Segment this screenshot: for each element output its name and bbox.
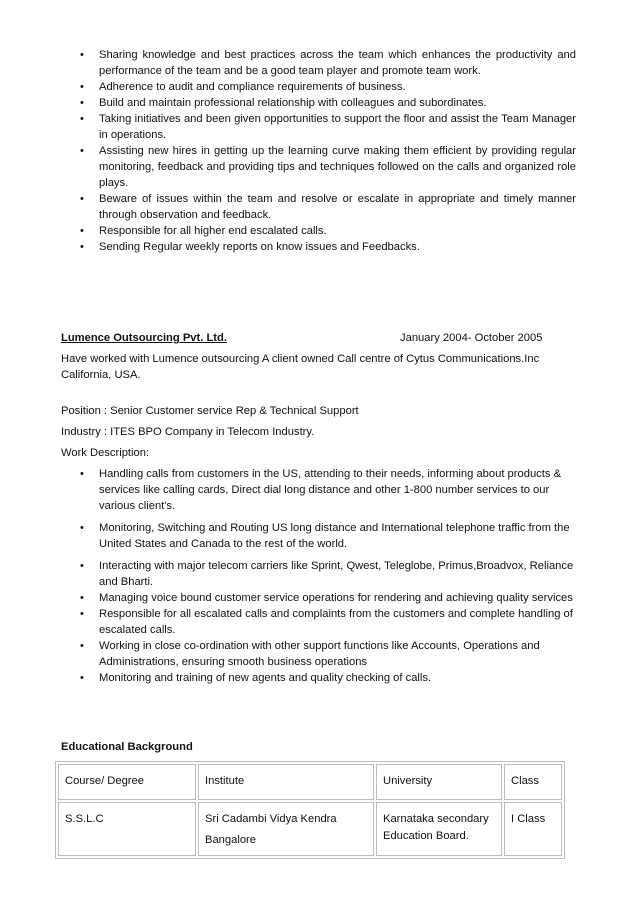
list-item: • Monitoring, Switching and Routing US long distance and International telephone traffic from the United States and Canada to the rest of the world.: [80, 522, 570, 550]
bullet-icon: •: [80, 241, 84, 253]
list-item: • Sending Regular weekly reports on know issues and Feedbacks.: [80, 241, 420, 253]
institute-name: Sri Cadambi Vidya Kendra: [205, 813, 337, 825]
header-university: University: [376, 764, 502, 800]
bullet-icon: •: [80, 49, 84, 61]
list-item: • Assisting new hires in getting up the learning curve making them efficient by providing regular monitoring, feedback and providing tips and techniques followed on the calls and organized role plays.: [80, 145, 576, 189]
header-class: Class: [504, 764, 562, 800]
job-description-line-1: Have worked with Lumence outsourcing A client owned Call centre of Cytus Communications.Inc: [61, 353, 540, 365]
work-description-label: Work Description:: [61, 447, 150, 459]
job-description-line-2: California, USA.: [61, 369, 141, 381]
cell-course: S.S.L.C: [58, 802, 196, 856]
work-description-list: [80, 466, 577, 686]
cell-class: I Class: [504, 802, 562, 856]
bullet-icon: •: [80, 640, 84, 652]
cell-institute: [198, 802, 374, 856]
list-item: • Build and maintain professional relationship with colleagues and subordinates.: [80, 97, 487, 109]
bullet-icon: •: [80, 560, 84, 572]
university-line-2: Education Board.: [383, 830, 469, 842]
list-item: • Adherence to audit and compliance requirements of business.: [80, 81, 406, 93]
list-item: • Monitoring and training of new agents and quality checking of calls.: [80, 672, 432, 684]
list-item: • Working in close co-ordination with other support functions like Accounts, Operations and Administrations, ensuring smooth business operations: [80, 640, 540, 668]
list-item: • Managing voice bound customer service operations for rendering and achieving quality services: [80, 592, 573, 604]
company-name: Lumence Outsourcing Pvt. Ltd.: [61, 332, 227, 344]
education-heading: Educational Background: [61, 741, 193, 753]
cell-university: [376, 802, 502, 856]
list-item: • Handling calls from customers in the US, attending to their needs, informing about products & services like calling cards, Direct dial long distance and other 1-800 number services to our various client's.: [80, 468, 562, 512]
bullet-icon: •: [80, 113, 84, 125]
list-item: • Interacting with major telecom carriers like Sprint, Qwest, Teleglobe, Primus,Broadvox, Reliance and Bharti.: [80, 560, 574, 588]
university-line-1: Karnataka secondary: [383, 813, 489, 825]
bullet-icon: •: [80, 97, 84, 109]
bullet-icon: •: [80, 193, 84, 205]
education-table: [55, 761, 565, 859]
header-institute: Institute: [198, 764, 374, 800]
employment-dates: January 2004- October 2005: [400, 332, 543, 344]
bullet-icon: •: [80, 608, 84, 620]
table-row: [58, 802, 562, 856]
list-item: • Sharing knowledge and best practices across the team which enhances the productivity and performance of the team and be a good team player and promote team work.: [80, 49, 576, 77]
responsibilities-list: [80, 47, 576, 255]
position: Position : Senior Customer service Rep & Technical Support: [61, 405, 359, 417]
institute-city: Bangalore: [205, 834, 257, 846]
bullet-icon: •: [80, 225, 84, 237]
list-item: • Beware of issues within the team and resolve or escalate in appropriate and timely manner through observation and feedback.: [80, 193, 576, 221]
bullet-icon: •: [80, 592, 84, 604]
bullet-icon: •: [80, 522, 84, 534]
bullet-icon: •: [80, 81, 84, 93]
header-course: Course/ Degree: [58, 764, 196, 800]
bullet-icon: •: [80, 672, 84, 684]
bullet-icon: •: [80, 145, 84, 157]
industry: Industry : ITES BPO Company in Telecom Industry.: [61, 426, 315, 438]
list-item: • Responsible for all higher end escalated calls.: [80, 225, 327, 237]
table-header-row: [58, 764, 562, 800]
bullet-icon: •: [80, 468, 84, 480]
list-item: • Taking initiatives and been given opportunities to support the floor and assist the Team Manager in operations.: [80, 113, 576, 141]
list-item: • Responsible for all escalated calls and complaints from the customers and complete handling of escalated calls.: [80, 608, 573, 636]
